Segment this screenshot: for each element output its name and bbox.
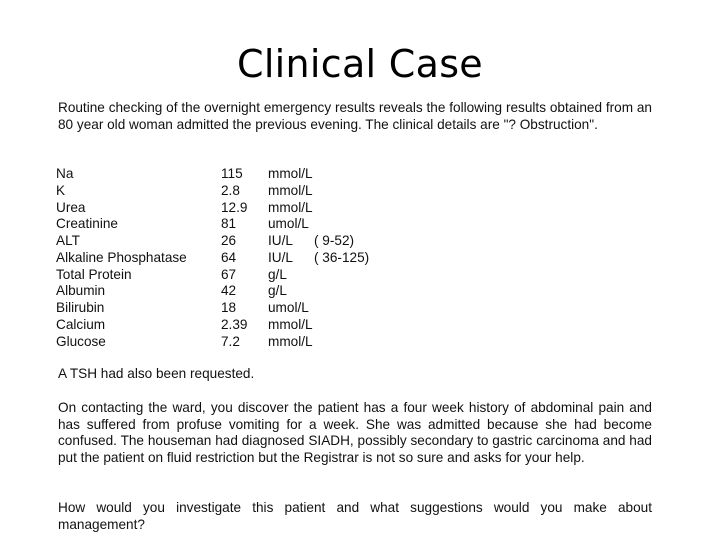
page-title: Clinical Case — [236, 42, 483, 86]
result-unit: IU/L — [268, 249, 293, 265]
result-value: 18 — [221, 300, 237, 315]
result-name: K — [56, 182, 66, 198]
result-unit: mmol/L — [268, 333, 313, 349]
result-value: 64 — [221, 249, 237, 265]
result-unit: umol/L — [268, 216, 309, 232]
result-name: Calcium — [56, 316, 106, 332]
result-unit: mmol/L — [268, 199, 313, 215]
result-value: 12.9 — [221, 199, 248, 215]
result-name: Total Protein — [56, 266, 132, 282]
result-value: 7.2 — [221, 333, 240, 349]
result-unit: mmol/L — [268, 182, 313, 198]
result-unit: IU/L — [268, 233, 293, 248]
result-name: Urea — [56, 199, 86, 215]
result-unit: umol/L — [268, 300, 309, 315]
question-paragraph: How would you investigate this patient and what suggestions would you make about management? — [58, 500, 652, 532]
result-value: 42 — [221, 283, 237, 299]
result-value: 26 — [221, 233, 237, 248]
result-value: 67 — [221, 266, 237, 282]
result-reference-range: ( 9-52) — [314, 233, 355, 248]
result-unit: g/L — [268, 283, 287, 299]
result-value: 115 — [221, 166, 243, 181]
result-value: 81 — [221, 216, 237, 232]
intro-paragraph: Routine checking of the overnight emergency results reveals the following results obtained from an 80 year old woman admitted the previous evening. The clinical details are "? Obstruction". — [58, 100, 652, 132]
result-value: 2.39 — [221, 316, 248, 332]
result-reference-range: ( 36-125) — [314, 249, 370, 265]
ward-paragraph: On contacting the ward, you discover the patient has a four week history of abdominal pain and has suffered from profuse vomiting for a week. She was admitted because she had become confused. The houseman had diagnosed SIADH, possibly secondary to gastric carcinoma and had put the patient on fluid restriction but the Registrar is not so sure and asks for your help. — [58, 400, 652, 465]
tsh-note: A TSH had also been requested. — [58, 366, 255, 381]
result-name: Alkaline Phosphatase — [56, 249, 187, 265]
result-name: Bilirubin — [56, 300, 105, 315]
result-name: Glucose — [56, 333, 106, 349]
result-name: ALT — [56, 233, 80, 248]
result-value: 2.8 — [221, 182, 240, 198]
result-unit: mmol/L — [268, 316, 313, 332]
result-unit: mmol/L — [268, 166, 313, 181]
result-name: Na — [56, 166, 74, 181]
result-name: Creatinine — [56, 216, 118, 232]
result-unit: g/L — [268, 266, 287, 282]
result-name: Albumin — [56, 283, 106, 299]
